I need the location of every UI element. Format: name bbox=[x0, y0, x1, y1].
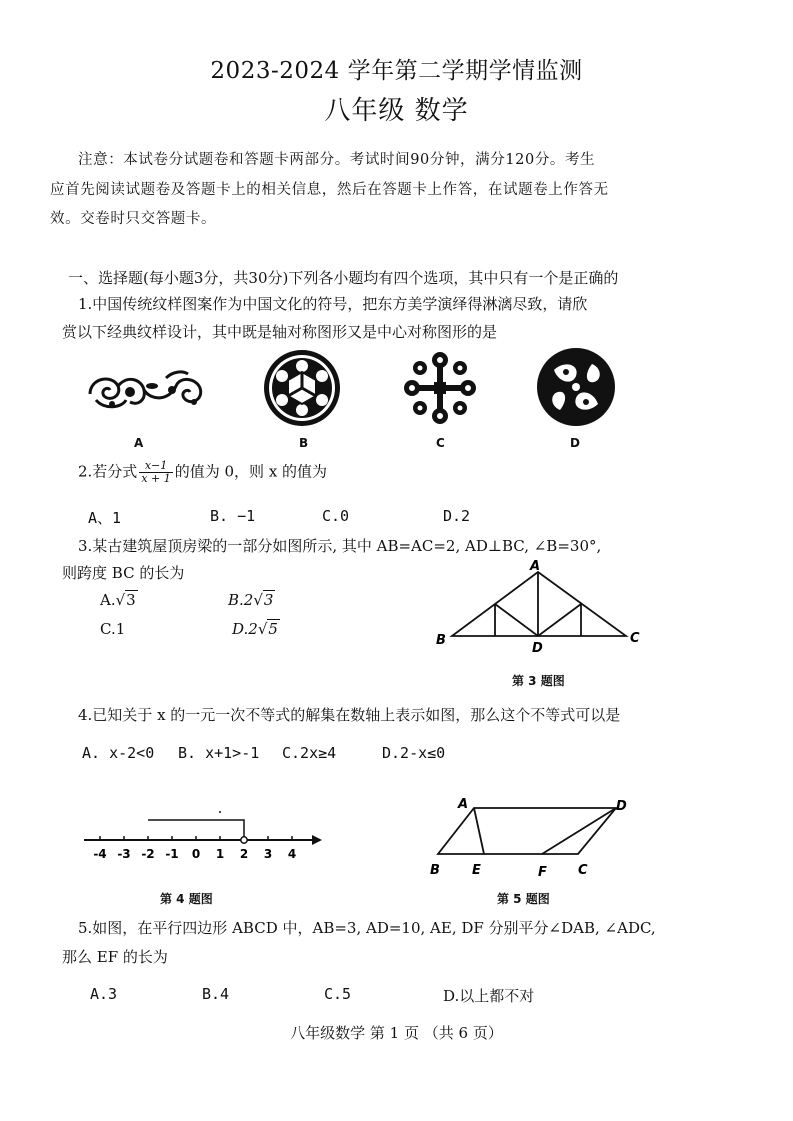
q3-option-a: A.√3 bbox=[100, 591, 136, 609]
exam-subtitle: 八年级 数学 bbox=[324, 96, 469, 126]
q2-option-d: D.2 bbox=[443, 507, 471, 525]
number-line-tick-label: 1 bbox=[215, 847, 225, 861]
notice-line-3: 效。交卷时只交答题卡。 bbox=[50, 211, 217, 227]
q3-line-1: 3.某古建筑屋顶房梁的一部分如图所示, 其中 AB=AC=2, AD⊥BC, ∠B=30°, bbox=[78, 537, 602, 555]
q5-label-a: A bbox=[458, 797, 469, 812]
q4-stem: 4.已知关于 x 的一元一次不等式的解集在数轴上表示如图，那么这个不等式可以是 bbox=[78, 706, 621, 724]
q3-option-b-radicand: 3 bbox=[263, 591, 274, 609]
q1-line-2: 赏以下经典纹样设计，其中既是轴对称图形又是中心对称图形的是 bbox=[62, 323, 498, 341]
pattern-d-label: D bbox=[570, 436, 580, 450]
q4-number-line bbox=[80, 806, 326, 862]
q5-label-d: D bbox=[616, 799, 627, 814]
q3-option-d-radicand: 5 bbox=[268, 620, 278, 638]
q3-truss-figure bbox=[432, 556, 652, 656]
section-heading: 一、选择题(每小题3分，共30分)下列各小题均有四个选项，其中只有一个是正确的 bbox=[68, 269, 619, 287]
q3-option-b-prefix: B.2 bbox=[228, 591, 254, 609]
notice-line-1: 注意：本试卷分试题卷和答题卡两部分。考试时间90分钟，满分120分。考生 bbox=[78, 152, 596, 168]
number-line-tick-label: 2 bbox=[239, 847, 249, 861]
q3-option-a-prefix: A. bbox=[100, 591, 116, 609]
pattern-c-image bbox=[400, 348, 480, 428]
q4-option-d: D.2-x≤0 bbox=[382, 744, 446, 762]
pattern-d-image bbox=[536, 346, 616, 428]
q2-denominator: x + 1 bbox=[141, 472, 171, 485]
pattern-b-label: B bbox=[299, 436, 309, 450]
pattern-a-label: A bbox=[134, 436, 144, 450]
q2-stem bbox=[78, 460, 327, 485]
q3-label-c: C bbox=[630, 631, 640, 646]
q3-option-a-radicand: 3 bbox=[126, 591, 136, 609]
pattern-c-label: C bbox=[436, 436, 445, 450]
q5-caption: 第 5 题图 bbox=[497, 892, 550, 906]
pattern-a-image bbox=[82, 356, 210, 420]
pattern-b-image bbox=[262, 348, 342, 428]
q5-option-a: A.3 bbox=[90, 985, 118, 1003]
q4-option-c: C.2x≥4 bbox=[282, 744, 337, 762]
q1-line-1: 1.中国传统纹样图案作为中国文化的符号，把东方美学演绎得淋漓尽致，请欣 bbox=[78, 295, 588, 313]
q5-option-c: C.5 bbox=[324, 985, 352, 1003]
number-line-tick-label: 4 bbox=[287, 847, 297, 861]
q2-option-a: A、1 bbox=[88, 509, 122, 527]
q3-option-d: D.2√5 bbox=[232, 620, 278, 638]
q5-line-2: 那么 EF 的长为 bbox=[62, 948, 168, 966]
q3-line-2: 则跨度 BC 的长为 bbox=[62, 564, 185, 582]
q2-fraction bbox=[139, 460, 172, 485]
q5-option-b: B.4 bbox=[202, 985, 230, 1003]
number-line-tick-label: -2 bbox=[141, 847, 155, 861]
number-line-tick-label: -3 bbox=[117, 847, 131, 861]
q3-label-d: D bbox=[532, 641, 543, 656]
q5-label-b: B bbox=[430, 863, 440, 878]
q3-option-b: B.2√3 bbox=[228, 591, 274, 609]
q2-option-b: B. −1 bbox=[210, 507, 256, 525]
number-line-tick-label: -1 bbox=[165, 847, 179, 861]
number-line-tick-label: 3 bbox=[263, 847, 273, 861]
q5-label-f: F bbox=[538, 865, 547, 880]
q5-line-1: 5.如图，在平行四边形 ABCD 中，AB=3, AD=10, AE, DF 分别平分∠DAB, ∠ADC, bbox=[78, 919, 656, 937]
q4-caption: 第 4 题图 bbox=[160, 892, 213, 906]
q5-parallelogram-figure bbox=[424, 796, 634, 880]
q4-option-b: B. x+1>-1 bbox=[178, 744, 260, 762]
q5-label-e: E bbox=[472, 863, 481, 878]
page-footer: 八年级数学 第 1 页 （共 6 页） bbox=[290, 1024, 503, 1042]
q4-option-a: A. x-2<0 bbox=[82, 744, 155, 762]
q2-suffix: 的值为 0，则 x 的值为 bbox=[174, 462, 328, 481]
number-line-tick-label: -4 bbox=[93, 847, 107, 861]
q3-caption: 第 3 题图 bbox=[512, 674, 565, 688]
exam-title: 2023-2024 学年第二学期学情监测 bbox=[210, 58, 583, 84]
q5-label-c: C bbox=[578, 863, 588, 878]
q3-option-d-prefix: D.2 bbox=[232, 620, 258, 638]
q5-option-d: D.以上都不对 bbox=[443, 987, 535, 1005]
q3-option-c: C.1 bbox=[100, 620, 126, 638]
q2-prefix: 2.若分式 bbox=[78, 462, 138, 481]
number-line-tick-label: 0 bbox=[191, 847, 201, 861]
q3-label-b: B bbox=[436, 633, 446, 648]
q3-label-a: A bbox=[530, 559, 541, 574]
q2-option-c: C.0 bbox=[322, 507, 350, 525]
q2-numerator: x−1 bbox=[139, 460, 172, 473]
notice-line-2: 应首先阅读试题卷及答题卡上的相关信息，然后在答题卡上作答，在试题卷上作答无 bbox=[50, 182, 609, 198]
